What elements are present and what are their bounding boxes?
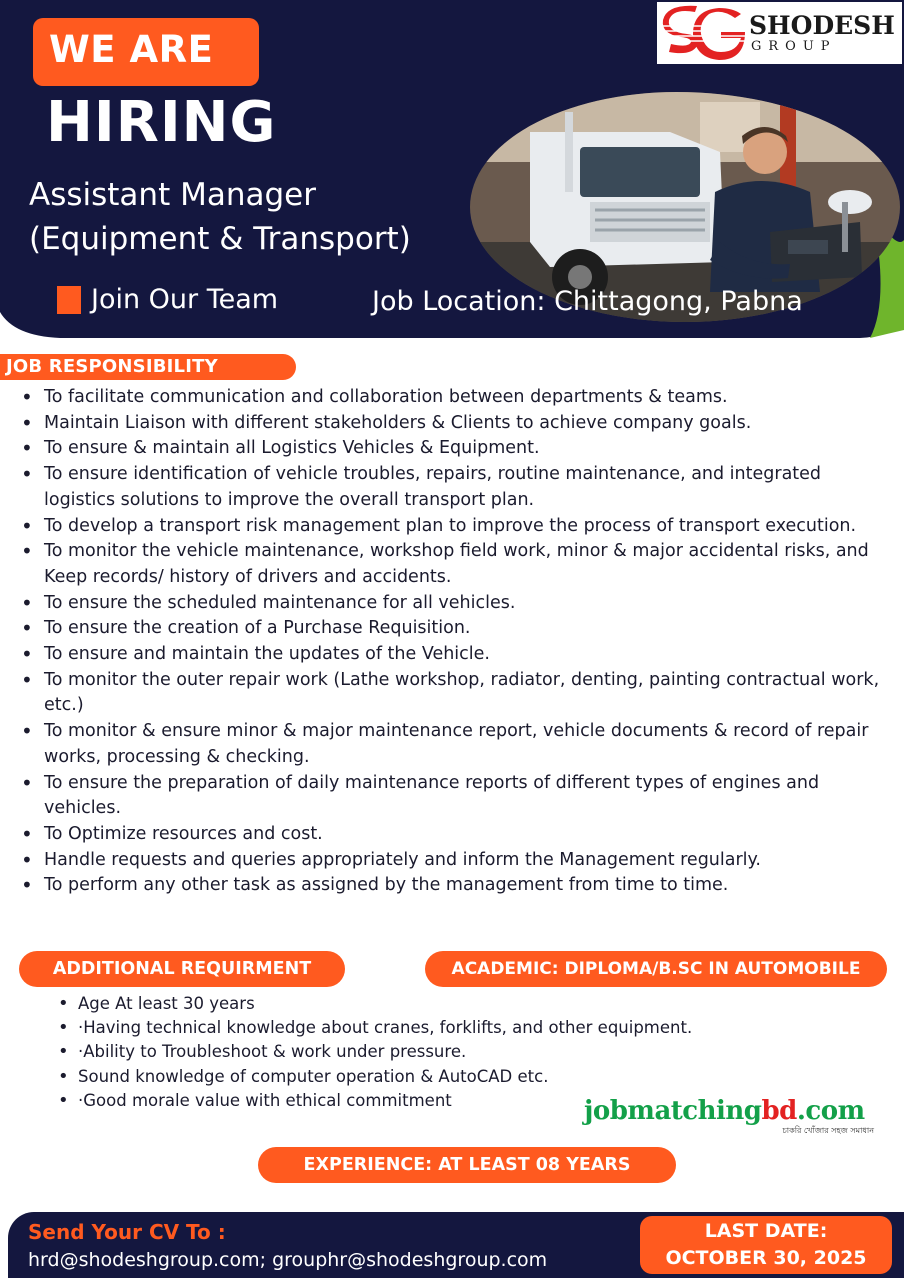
position-line-2: (Equipment & Transport)	[29, 221, 411, 257]
list-item: • To monitor the outer repair work (Lathe workshop, radiator, denting, painting contractual work, etc.)	[44, 668, 894, 719]
jobmatchingbd-tagline: চাকরি খোঁজার সহজ সমাধান	[782, 1126, 874, 1135]
join-label: Join Our Team	[91, 284, 279, 315]
job-location: Job Location: Chittagong, Pabna	[372, 286, 803, 317]
we-are-badge: WE ARE	[33, 18, 259, 86]
list-item: • Maintain Liaison with different stakeholders & Clients to achieve company goals.	[44, 411, 894, 437]
academic-requirement: ACADEMIC: DIPLOMA/B.SC IN AUTOMOBILE	[425, 951, 887, 987]
list-item: • ·Having technical knowledge about cranes, forklifts, and other equipment.	[78, 1016, 692, 1040]
list-item: • To develop a transport risk management plan to improve the process of transport execution.	[44, 514, 894, 540]
logo-company-name: SHODESH	[749, 10, 895, 40]
responsibility-list	[44, 385, 894, 899]
position-line-1: Assistant Manager	[29, 177, 316, 213]
hiring-banner	[0, 0, 904, 340]
list-item: • To Optimize resources and cost.	[44, 822, 894, 848]
list-item: • To monitor & ensure minor & major maintenance report, vehicle documents & record of repair works, processing & checking.	[44, 719, 894, 770]
deadline-date: OCTOBER 30, 2025	[665, 1247, 867, 1269]
list-item: • Sound knowledge of computer operation & AutoCAD etc.	[78, 1065, 692, 1089]
list-item: • To ensure and maintain the updates of the Vehicle.	[44, 642, 894, 668]
send-cv-label: Send Your CV To :	[28, 1220, 226, 1244]
jm-name-part-2: bd	[761, 1096, 797, 1126]
list-item: • To ensure & maintain all Logistics Vehicles & Equipment.	[44, 436, 894, 462]
list-item: • To ensure the preparation of daily maintenance reports of different types of engines and vehicles.	[44, 771, 894, 822]
list-item: • To ensure identification of vehicle troubles, repairs, routine maintenance, and integrated logistics solutions to improve the overall transport plan.	[44, 462, 894, 513]
list-item: • Age At least 30 years	[78, 992, 692, 1016]
hiring-title: HIRING	[46, 90, 277, 155]
deadline-badge	[640, 1216, 892, 1274]
list-item: • To facilitate communication and collaboration between departments & teams.	[44, 385, 894, 411]
jobmatchingbd-name	[584, 1097, 876, 1125]
jobmatchingbd-logo	[584, 1097, 876, 1137]
contact-emails[interactable]: hrd@shodeshgroup.com; grouphr@shodeshgroup.com	[28, 1249, 548, 1271]
logo-company-sub: GROUP	[751, 38, 837, 54]
list-item: • ·Ability to Troubleshoot & work under pressure.	[78, 1040, 692, 1064]
job-responsibility-heading: JOB RESPONSIBILITY	[0, 354, 296, 380]
list-item: • To ensure the scheduled maintenance for all vehicles.	[44, 591, 894, 617]
experience-requirement: EXPERIENCE: AT LEAST 08 YEARS	[258, 1147, 676, 1183]
list-item: • To monitor the vehicle maintenance, workshop field work, minor & major accidental risks, and Keep records/ history of drivers and accidents.	[44, 539, 894, 590]
jm-name-part-3: .com	[796, 1096, 865, 1126]
list-item: • Handle requests and queries appropriately and inform the Management regularly.	[44, 848, 894, 874]
list-item: • To perform any other task as assigned by the management from time to time.	[44, 873, 894, 899]
join-our-team	[57, 284, 278, 315]
additional-requirement-heading: ADDITIONAL REQUIRMENT	[19, 951, 345, 987]
sg-logo-icon	[661, 4, 745, 62]
contact-footer	[8, 1212, 904, 1278]
jm-name-part-1: jobmatching	[584, 1096, 762, 1126]
deadline-label: LAST DATE:	[704, 1220, 828, 1242]
requirement-list	[78, 992, 692, 1113]
list-item: • ·Good morale value with ethical commitment	[78, 1089, 692, 1113]
shodesh-group-logo	[657, 2, 902, 64]
orange-square-icon	[57, 286, 81, 314]
position-title	[29, 173, 411, 261]
list-item: • To ensure the creation of a Purchase Requisition.	[44, 616, 894, 642]
